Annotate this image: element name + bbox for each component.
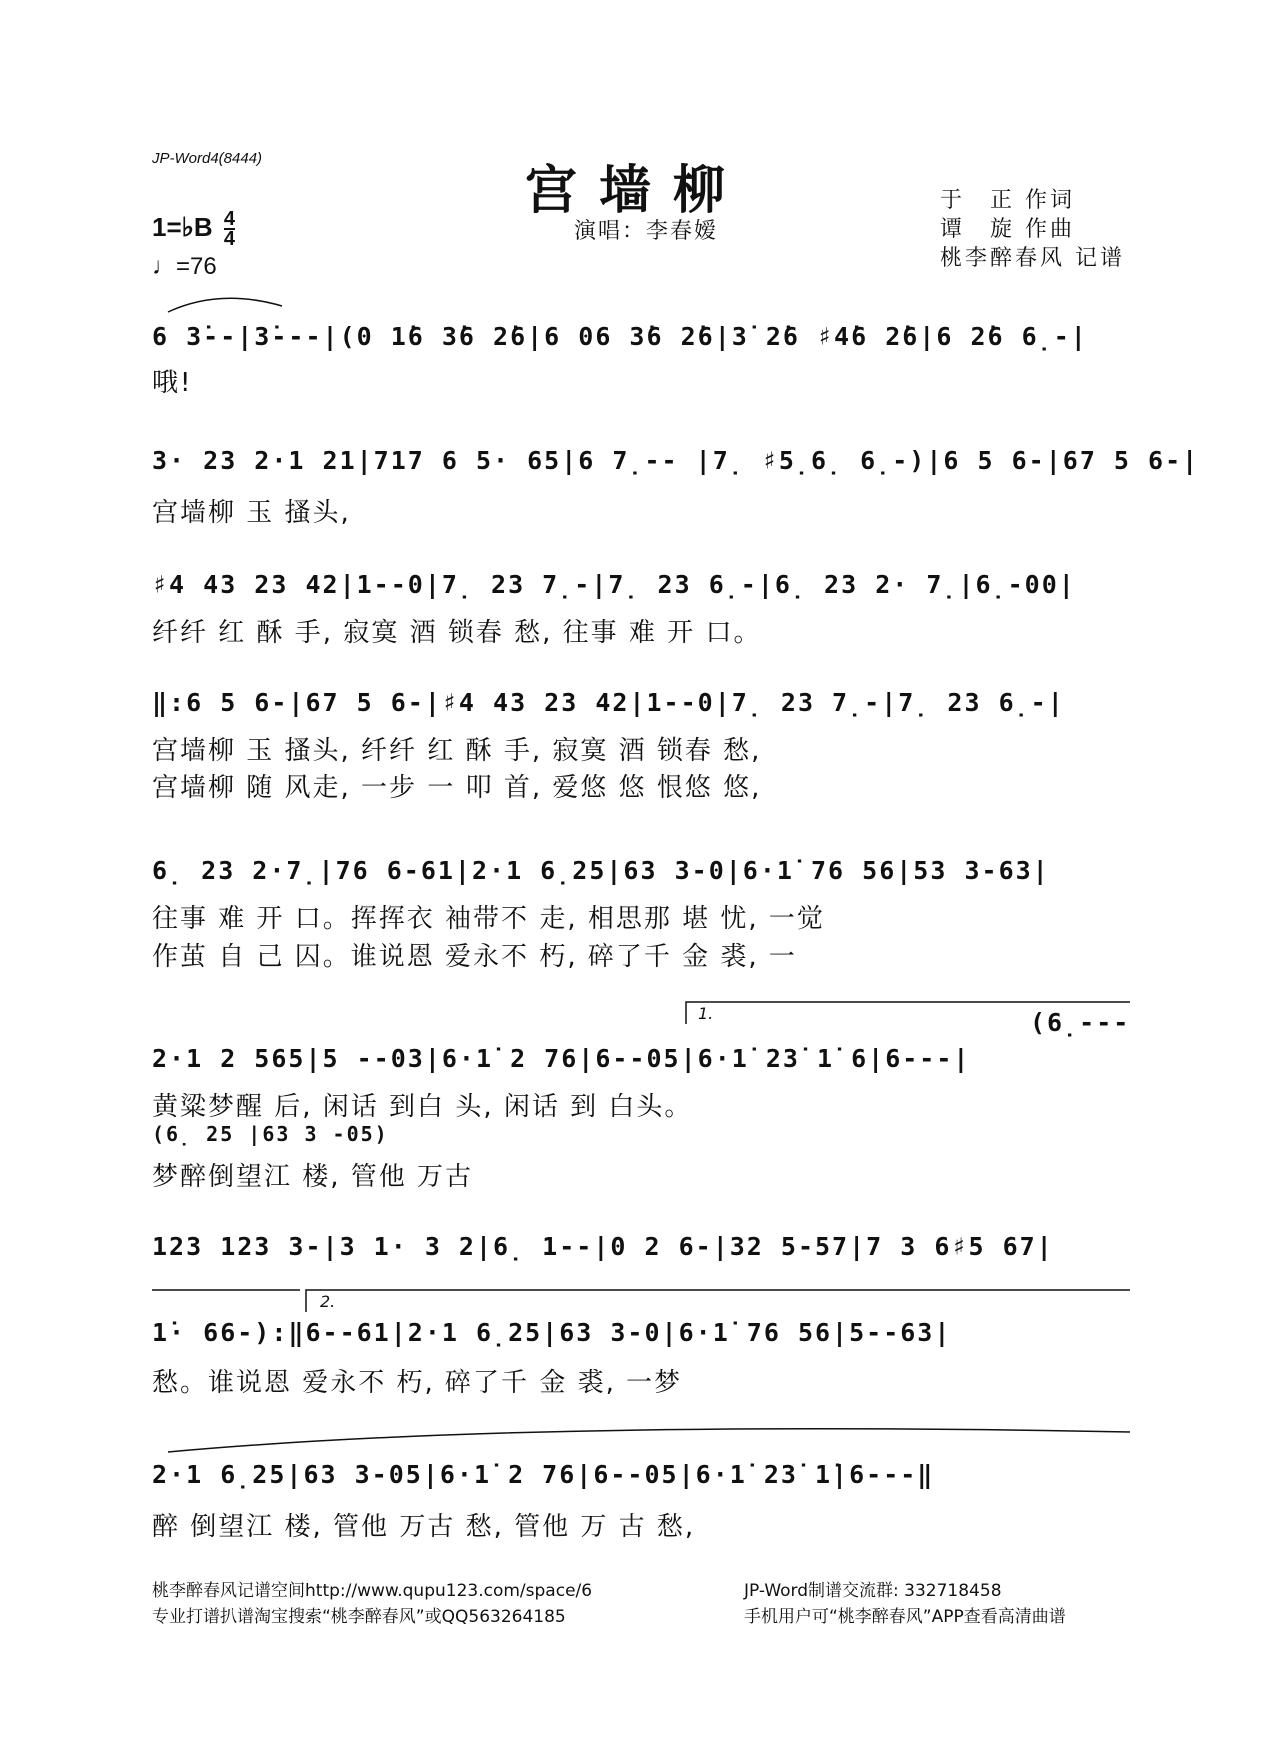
lyric-line-6b: 梦醉倒望江 楼, 管他 万古 [152,1162,474,1192]
lyric-line-4b: 宫墙柳 随 风走, 一步 一 叩 首, 爱悠 悠 恨悠 悠, [152,773,762,803]
tempo-mark: ♩=76 [152,253,217,280]
volta-bracket-1 [686,1002,1130,1024]
transcriber-credit: 桃李醉春风 记谱 [940,246,1125,271]
song-title: 宫墙柳 [524,160,747,221]
lyric-line-4a: 宫墙柳 玉 搔头, 纤纤 红 酥 手, 寂寞 酒 锁春 愁, [152,736,762,766]
notation-line-9: 2·1 6̣25|63 3-05|6·1̇ 2 76|6--05|6·1̇ 23̇ 1̇|6---‖ [152,1460,935,1489]
lyricist-credit: 于 正 作词 [940,188,1075,213]
notation-line-6: 2·1 2 565|5 --03|6·1̇ 2 76|6--05|6·1̇ 23̇ 1̇ 6|6---| [152,1044,971,1073]
footer-taobao: 专业打谱扒谱淘宝搜索“桃李醉春风”或QQ563264185 [152,1607,566,1627]
lyric-line-8: 愁。谁说恩 爱永不 朽, 碎了千 金 裘, 一梦 [152,1368,683,1398]
lyric-line-5a: 往事 难 开 口。挥挥衣 袖带不 走, 相思那 堪 忧, 一觉 [152,904,825,934]
volta-1-label: 1. [698,1004,714,1023]
alt-notes-line: (6̣ 25 |63 3 -05) [152,1122,389,1146]
lyric-line-6a: 黄粱梦醒 后, 闲话 到白 头, 闲话 到 白头。 [152,1092,693,1122]
bracket-note: (6̣--- [1030,1008,1131,1037]
slur [168,1429,1130,1452]
lyric-line-1: 哦! [152,368,193,398]
software-label: JP-Word4(8444) [152,150,263,167]
footer-app: 手机用户可“桃李醉春风”APP查看高清曲谱 [744,1607,1066,1627]
lyric-line-2: 宫墙柳 玉 搔头, [152,498,351,528]
footer-group: JP-Word制谱交流群: 332718458 [744,1581,1002,1601]
lyric-line-9: 醉 倒望江 楼, 管他 万古 愁, 管他 万 古 愁, [152,1512,696,1542]
notation-line-2: 3· 23 2·1 21|717 6 5· 65|6 7̣-- |7̣ ♯5̣6̣ 6̣-)|6 5 6-|67 5 6-| [152,446,1200,475]
notation-line-5: 6̣ 23 2·7̣|76 6-61|2·1 6̣25|63 3-0|6·1̇ 76 56|53 3-63| [152,856,1050,885]
lyric-line-5b: 作茧 自 己 囚。谁说恩 爱永不 朽, 碎了千 金 裘, 一 [152,942,797,972]
notation-line-3: ♯4 43 23 42|1--0|7̣ 23 7̣-|7̣ 23 6̣-|6̣ 23 2· 7̣|6̣-00| [152,570,1076,599]
composer-credit: 谭 旋 作曲 [940,217,1075,242]
footer-website: 桃李醉春风记谱空间http://www.qupu123.com/space/6 [152,1581,593,1601]
notation-line-1: 6 3̇--|3̇---|(0 1̇6 3̇6 2̇6|6 06 3̇6 2̇6|3̇ 2̇6 ♯4̇6 2̇6|6 2̇6 6̣-| [152,322,1088,351]
time-top: 4 [223,208,236,230]
volta-2-label: 2. [320,1292,336,1311]
notation-line-4: ‖:6 5 6-|67 5 6-|♯4 43 23 42|1--0|7̣ 23 7̣-|7̣ 23 6̣-| [152,688,1065,717]
time-bottom: 4 [223,228,236,250]
key-label: 1=♭B [152,211,213,242]
lyric-line-3: 纤纤 红 酥 手, 寂寞 酒 锁春 愁, 往事 难 开 口。 [152,618,762,648]
notation-line-8: 1̇· 66-):‖6--61|2·1 6̣25|63 3-0|6·1̇ 76 56|5--63| [152,1318,952,1347]
singer-credit: 演唱：李春嫒 [574,219,719,244]
notation-line-7: 123 123 3-|3 1· 3 2|6̣ 1--|0 2 6-|32 5-57|7 3 6♯5 67| [152,1232,1054,1261]
volta-bracket-2 [306,1290,1130,1312]
slur [168,298,282,312]
